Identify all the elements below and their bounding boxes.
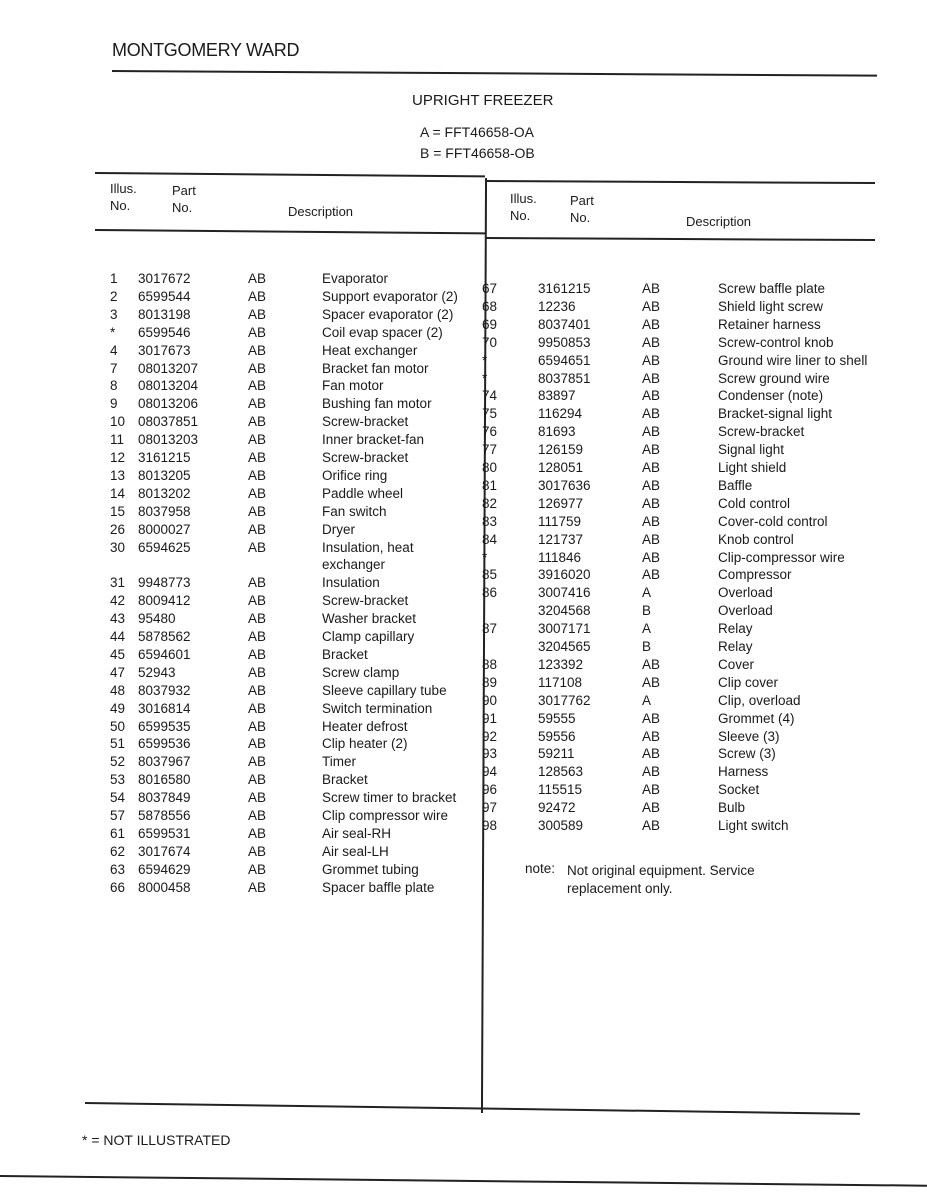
illus-no: 75 bbox=[482, 406, 498, 422]
part-no: 128051 bbox=[538, 460, 584, 475]
description: Knob control bbox=[718, 531, 794, 547]
description: Fan switch bbox=[322, 503, 387, 519]
part-no: 128563 bbox=[538, 764, 584, 780]
part-no: 123392 bbox=[538, 656, 584, 672]
illus-no: 30 bbox=[110, 539, 126, 555]
illus-no: 51 bbox=[110, 736, 126, 752]
part-no: 12236 bbox=[538, 298, 576, 314]
part-no: 8037401 bbox=[538, 316, 591, 332]
model-code: AB bbox=[248, 378, 267, 394]
model-code: AB bbox=[248, 664, 267, 680]
illus-no: 61 bbox=[110, 825, 126, 841]
illus-no: 87 bbox=[482, 621, 498, 637]
model-b: B = FFT46658-OB bbox=[420, 145, 535, 161]
description: Clip heater (2) bbox=[322, 736, 408, 752]
description: Screw baffle plate bbox=[718, 281, 826, 296]
page-bottom-rule bbox=[0, 1175, 927, 1187]
model-code: AB bbox=[248, 718, 267, 734]
model-code: AB bbox=[642, 334, 661, 350]
illus-no: 93 bbox=[482, 746, 498, 762]
description: Insulation, heat bbox=[322, 539, 414, 555]
part-no: 9948773 bbox=[138, 575, 191, 591]
part-no: 3916020 bbox=[538, 567, 591, 583]
model-code: AB bbox=[248, 575, 267, 591]
description: Clip-compressor wire bbox=[718, 549, 845, 565]
description: Screw clamp bbox=[322, 664, 400, 680]
part-no: 300589 bbox=[538, 818, 584, 833]
part-no: 8037967 bbox=[138, 754, 191, 770]
model-code: AB bbox=[248, 485, 267, 501]
illus-no: 54 bbox=[110, 790, 126, 806]
model-code: AB bbox=[642, 424, 661, 440]
part-no: 08013207 bbox=[138, 360, 199, 376]
model-code: AB bbox=[248, 736, 267, 752]
part-no: 3007416 bbox=[538, 585, 591, 601]
description: Harness bbox=[718, 764, 769, 780]
description: Orifice ring bbox=[322, 467, 388, 483]
description: Screw-bracket bbox=[718, 424, 805, 440]
description: Overload bbox=[718, 603, 773, 619]
document-title: UPRIGHT FREEZER bbox=[412, 92, 554, 109]
illus-no: 82 bbox=[482, 495, 498, 511]
part-no: 8037849 bbox=[138, 790, 191, 806]
description: Relay bbox=[718, 639, 753, 654]
part-no: 8037851 bbox=[538, 370, 591, 386]
illus-no: 76 bbox=[482, 424, 498, 440]
description: Shield light screw bbox=[718, 298, 824, 314]
model-code: AB bbox=[642, 477, 661, 493]
description: Bracket-signal light bbox=[718, 406, 833, 422]
illus-no: 97 bbox=[482, 800, 498, 816]
brand-name: MONTGOMERY WARD bbox=[112, 40, 300, 60]
model-code: AB bbox=[248, 754, 267, 770]
model-code: AB bbox=[248, 521, 267, 537]
description: Signal light bbox=[718, 442, 785, 458]
model-code: AB bbox=[248, 808, 267, 823]
model-code: AB bbox=[642, 728, 661, 744]
illus-no: 47 bbox=[110, 664, 126, 680]
part-no: 08037851 bbox=[138, 414, 199, 430]
part-no: 52943 bbox=[138, 664, 176, 680]
description: Washer bracket bbox=[322, 611, 417, 627]
illus-no: 52 bbox=[110, 754, 126, 770]
model-code: AB bbox=[642, 460, 661, 475]
illus-no: 15 bbox=[110, 503, 126, 519]
illus-no: 14 bbox=[110, 485, 126, 501]
model-code: AB bbox=[642, 352, 661, 368]
illus-no: 3 bbox=[110, 306, 118, 322]
part-no: 6599536 bbox=[138, 736, 191, 752]
illus-no: 88 bbox=[482, 656, 498, 672]
part-no: 3007171 bbox=[538, 621, 591, 637]
description: Spacer evaporator (2) bbox=[322, 306, 454, 322]
model-code: AB bbox=[642, 406, 661, 422]
part-no: 8013198 bbox=[138, 306, 191, 322]
model-code: AB bbox=[248, 271, 267, 286]
part-no: 3017674 bbox=[138, 843, 191, 859]
part-no: 121737 bbox=[538, 531, 584, 547]
model-code: AB bbox=[248, 843, 267, 859]
illus-no: 74 bbox=[482, 388, 498, 404]
description: Screw-bracket bbox=[322, 414, 409, 430]
illus-no: 62 bbox=[110, 843, 126, 859]
part-no: 116294 bbox=[538, 406, 583, 422]
part-no: 59556 bbox=[538, 728, 576, 744]
description: Screw ground wire bbox=[718, 370, 830, 386]
model-code: AB bbox=[642, 549, 661, 565]
illus-no: * bbox=[482, 352, 488, 368]
description: Bulb bbox=[718, 800, 746, 816]
part-no: 08013203 bbox=[138, 432, 199, 448]
illus-no: 7 bbox=[110, 360, 118, 376]
part-no: 111846 bbox=[538, 549, 582, 565]
model-code: A bbox=[642, 621, 652, 637]
model-code: A bbox=[642, 692, 652, 708]
illus-no: * bbox=[110, 324, 116, 340]
description: Timer bbox=[322, 754, 356, 770]
part-no: 6599535 bbox=[138, 718, 191, 734]
model-code: AB bbox=[248, 360, 267, 376]
illus-no: 11 bbox=[110, 432, 125, 448]
description: Cover bbox=[718, 656, 755, 672]
illus-label-1: Illus. bbox=[110, 181, 137, 196]
description: Screw-bracket bbox=[322, 593, 409, 609]
description: Bushing fan motor bbox=[322, 396, 432, 412]
part-no: 8013205 bbox=[138, 467, 191, 483]
illus-no: * bbox=[482, 549, 488, 565]
description: Clip cover bbox=[718, 674, 779, 690]
illus-label-1: Illus. bbox=[510, 191, 537, 206]
illus-no: 2 bbox=[110, 288, 118, 304]
part-no: 115515 bbox=[538, 782, 583, 798]
model-code: AB bbox=[642, 674, 661, 690]
part-no: 3017672 bbox=[138, 271, 191, 286]
right-header-top-rule bbox=[485, 180, 875, 184]
illus-no: 26 bbox=[110, 521, 126, 537]
description: Air seal-RH bbox=[322, 825, 392, 841]
model-code: AB bbox=[642, 316, 661, 332]
illus-no: 49 bbox=[110, 700, 126, 716]
illus-no: 43 bbox=[110, 611, 126, 627]
right-header-bottom-rule bbox=[485, 237, 875, 241]
illus-no: 10 bbox=[110, 414, 126, 430]
model-code: AB bbox=[248, 450, 267, 465]
model-code: AB bbox=[642, 746, 661, 762]
illus-no: 45 bbox=[110, 646, 126, 662]
part-no: 111759 bbox=[538, 513, 582, 529]
description: Grommet (4) bbox=[718, 710, 795, 726]
illus-no: * bbox=[482, 370, 488, 386]
illus-no: 12 bbox=[110, 450, 126, 465]
description: Coil evap spacer (2) bbox=[322, 324, 443, 340]
illus-no: 66 bbox=[110, 879, 126, 895]
description: Screw-control knob bbox=[718, 334, 834, 350]
part-no: 8009412 bbox=[138, 593, 191, 609]
model-code: A bbox=[642, 585, 652, 601]
description: Inner bracket-fan bbox=[322, 432, 425, 448]
part-no: 5878556 bbox=[138, 808, 191, 823]
part-no: 92472 bbox=[538, 800, 576, 816]
model-code: AB bbox=[248, 467, 267, 483]
illus-no: 84 bbox=[482, 531, 498, 547]
description: Screw timer to bracket bbox=[322, 790, 457, 806]
illus-no: 85 bbox=[482, 567, 498, 583]
model-code: AB bbox=[248, 629, 267, 644]
model-code: AB bbox=[248, 396, 267, 412]
model-code: AB bbox=[248, 593, 267, 609]
model-code: AB bbox=[248, 324, 267, 340]
illus-no: 80 bbox=[482, 460, 498, 475]
part-no: 3017673 bbox=[138, 342, 191, 358]
part-no: 95480 bbox=[138, 611, 176, 627]
description: Overload bbox=[718, 585, 773, 601]
model-code: AB bbox=[642, 818, 661, 833]
part-no: 9950853 bbox=[538, 334, 591, 350]
illus-no: 9 bbox=[110, 396, 118, 412]
model-code: B bbox=[642, 639, 652, 654]
model-a: A = FFT46658-OA bbox=[420, 124, 534, 140]
description: exchanger bbox=[322, 557, 386, 573]
part-no: 6594625 bbox=[138, 539, 191, 555]
part-label-1: Part bbox=[570, 193, 594, 208]
description: Retainer harness bbox=[718, 316, 821, 332]
part-no: 3204568 bbox=[538, 603, 591, 619]
model-code: AB bbox=[248, 682, 267, 698]
description: Evaporator bbox=[322, 271, 389, 286]
part-no: 59211 bbox=[538, 746, 575, 762]
illus-no: 70 bbox=[482, 334, 498, 350]
description: Support evaporator (2) bbox=[322, 288, 458, 304]
illus-no: 57 bbox=[110, 808, 126, 823]
part-no: 3017636 bbox=[538, 477, 591, 493]
illus-no: 96 bbox=[482, 782, 498, 798]
illus-no: 4 bbox=[110, 342, 118, 358]
illus-no: 50 bbox=[110, 718, 126, 734]
illus-no: 13 bbox=[110, 467, 126, 483]
model-code: AB bbox=[248, 700, 267, 716]
model-code: AB bbox=[642, 495, 661, 511]
model-code: AB bbox=[248, 825, 267, 841]
left-col-illus bbox=[110, 180, 137, 214]
part-no: 6594651 bbox=[538, 352, 591, 368]
description: Condenser (note) bbox=[718, 388, 824, 404]
left-header-top-rule bbox=[95, 172, 485, 177]
model-code: AB bbox=[248, 503, 267, 519]
description: Grommet tubing bbox=[322, 861, 419, 877]
description: Light switch bbox=[718, 818, 789, 833]
part-no: 3161215 bbox=[138, 450, 191, 465]
description: Relay bbox=[718, 621, 753, 637]
illus-label-2: No. bbox=[110, 198, 131, 213]
description: Heater defrost bbox=[322, 718, 408, 734]
model-code: AB bbox=[642, 567, 661, 583]
part-no: 59555 bbox=[538, 710, 576, 726]
illus-no: 44 bbox=[110, 629, 126, 644]
model-code: AB bbox=[642, 298, 661, 314]
illus-no: 90 bbox=[482, 692, 498, 708]
part-no: 3161215 bbox=[538, 281, 591, 296]
part-no: 5878562 bbox=[138, 629, 191, 644]
illus-no: 53 bbox=[110, 772, 126, 788]
part-no: 8037958 bbox=[138, 503, 191, 519]
left-col-part bbox=[172, 182, 196, 216]
model-code: AB bbox=[248, 790, 267, 806]
right-col-part bbox=[570, 192, 594, 226]
model-code: AB bbox=[248, 288, 267, 304]
model-code: AB bbox=[642, 764, 661, 780]
description: Light shield bbox=[718, 460, 787, 475]
model-code: AB bbox=[248, 611, 267, 627]
description: Clip, overload bbox=[718, 692, 801, 708]
part-no: 8037932 bbox=[138, 682, 191, 698]
part-no: 8013202 bbox=[138, 485, 191, 501]
model-code: AB bbox=[248, 879, 267, 895]
model-code: AB bbox=[642, 388, 661, 404]
note-line-1: Not original equipment. Service bbox=[567, 863, 755, 878]
part-no: 126977 bbox=[538, 495, 584, 511]
illus-no: 77 bbox=[482, 442, 498, 458]
right-col-description: Description bbox=[686, 214, 752, 229]
description: Insulation bbox=[322, 575, 380, 591]
part-no: 8016580 bbox=[138, 772, 191, 788]
model-code: AB bbox=[642, 370, 661, 386]
illus-no: 81 bbox=[482, 477, 498, 493]
left-col-description: Description bbox=[288, 204, 354, 219]
illus-no: 91 bbox=[482, 710, 498, 726]
description: Paddle wheel bbox=[322, 485, 404, 501]
part-no: 117108 bbox=[538, 674, 583, 690]
model-code: AB bbox=[248, 342, 267, 358]
model-code: AB bbox=[642, 281, 661, 296]
model-code: AB bbox=[248, 861, 267, 877]
part-no: 6599531 bbox=[138, 825, 191, 841]
note-line-2: replacement only. bbox=[567, 881, 673, 896]
part-no: 3016814 bbox=[138, 700, 191, 716]
note-label: note: bbox=[525, 861, 556, 876]
description: Bracket fan motor bbox=[322, 360, 429, 376]
description: Compressor bbox=[718, 567, 792, 583]
description: Ground wire liner to shell bbox=[718, 352, 868, 368]
description: Dryer bbox=[322, 521, 355, 537]
model-code: AB bbox=[248, 772, 267, 788]
description: Bracket bbox=[322, 646, 368, 662]
part-no: 6594629 bbox=[138, 861, 191, 877]
part-no: 08013206 bbox=[138, 396, 199, 412]
description: Cover-cold control bbox=[718, 513, 828, 529]
model-code: AB bbox=[642, 782, 661, 798]
illus-no: 92 bbox=[482, 728, 498, 744]
description: Screw (3) bbox=[718, 746, 776, 762]
model-code: AB bbox=[642, 513, 661, 529]
illus-no: 68 bbox=[482, 298, 498, 314]
part-no: 126159 bbox=[538, 442, 584, 458]
illus-no: 86 bbox=[482, 585, 498, 601]
right-col-illus bbox=[510, 190, 537, 224]
table-bottom-rule bbox=[85, 1102, 860, 1115]
illus-no: 69 bbox=[482, 316, 498, 332]
part-no: 6594601 bbox=[138, 646, 191, 662]
footnote-not-illustrated: * = NOT ILLUSTRATED bbox=[82, 1132, 231, 1148]
model-code: AB bbox=[642, 800, 661, 816]
description: Bracket bbox=[322, 772, 368, 788]
part-label-2: No. bbox=[570, 210, 591, 225]
part-no: 6599546 bbox=[138, 324, 191, 340]
description: Fan motor bbox=[322, 378, 384, 394]
model-code: AB bbox=[248, 414, 267, 430]
model-code: AB bbox=[248, 306, 267, 322]
part-no: 8000027 bbox=[138, 521, 191, 537]
part-no: 3017762 bbox=[538, 692, 591, 708]
description: Screw-bracket bbox=[322, 450, 409, 465]
illus-no: 63 bbox=[110, 861, 126, 877]
illus-no: 48 bbox=[110, 682, 126, 698]
description: Heat exchanger bbox=[322, 342, 418, 358]
illus-no: 83 bbox=[482, 513, 498, 529]
model-code: AB bbox=[642, 656, 661, 672]
illus-no: 67 bbox=[482, 281, 498, 296]
part-no: 08013204 bbox=[138, 378, 199, 394]
description: Sleeve capillary tube bbox=[322, 682, 447, 698]
illus-no: 31 bbox=[110, 575, 126, 591]
header-rule bbox=[112, 70, 877, 77]
part-no: 3204565 bbox=[538, 639, 591, 654]
description: Spacer baffle plate bbox=[322, 879, 435, 895]
model-code: AB bbox=[642, 710, 661, 726]
description: Baffle bbox=[718, 477, 753, 493]
model-code: B bbox=[642, 603, 652, 619]
description: Air seal-LH bbox=[322, 843, 389, 859]
left-header-bottom-rule bbox=[95, 229, 485, 234]
part-no: 8000458 bbox=[138, 879, 191, 895]
part-label-1: Part bbox=[172, 183, 196, 198]
illus-no: 98 bbox=[482, 818, 498, 833]
model-code: AB bbox=[642, 442, 661, 458]
part-no: 81693 bbox=[538, 424, 576, 440]
illus-no: 8 bbox=[110, 378, 118, 394]
model-code: AB bbox=[248, 432, 267, 448]
description: Socket bbox=[718, 782, 760, 798]
model-code: AB bbox=[248, 646, 267, 662]
model-code: AB bbox=[642, 531, 661, 547]
description: Cold control bbox=[718, 495, 791, 511]
description: Switch termination bbox=[322, 700, 433, 716]
part-no: 83897 bbox=[538, 388, 576, 404]
illus-no: 89 bbox=[482, 674, 498, 690]
model-code: AB bbox=[248, 539, 267, 555]
description: Clip compressor wire bbox=[322, 808, 449, 823]
description: Clamp capillary bbox=[322, 629, 415, 644]
part-no: 6599544 bbox=[138, 288, 191, 304]
description: Sleeve (3) bbox=[718, 728, 780, 744]
illus-no: 1 bbox=[110, 271, 118, 286]
part-label-2: No. bbox=[172, 200, 193, 215]
illus-label-2: No. bbox=[510, 208, 531, 223]
illus-no: 94 bbox=[482, 764, 498, 780]
illus-no: 42 bbox=[110, 593, 126, 609]
